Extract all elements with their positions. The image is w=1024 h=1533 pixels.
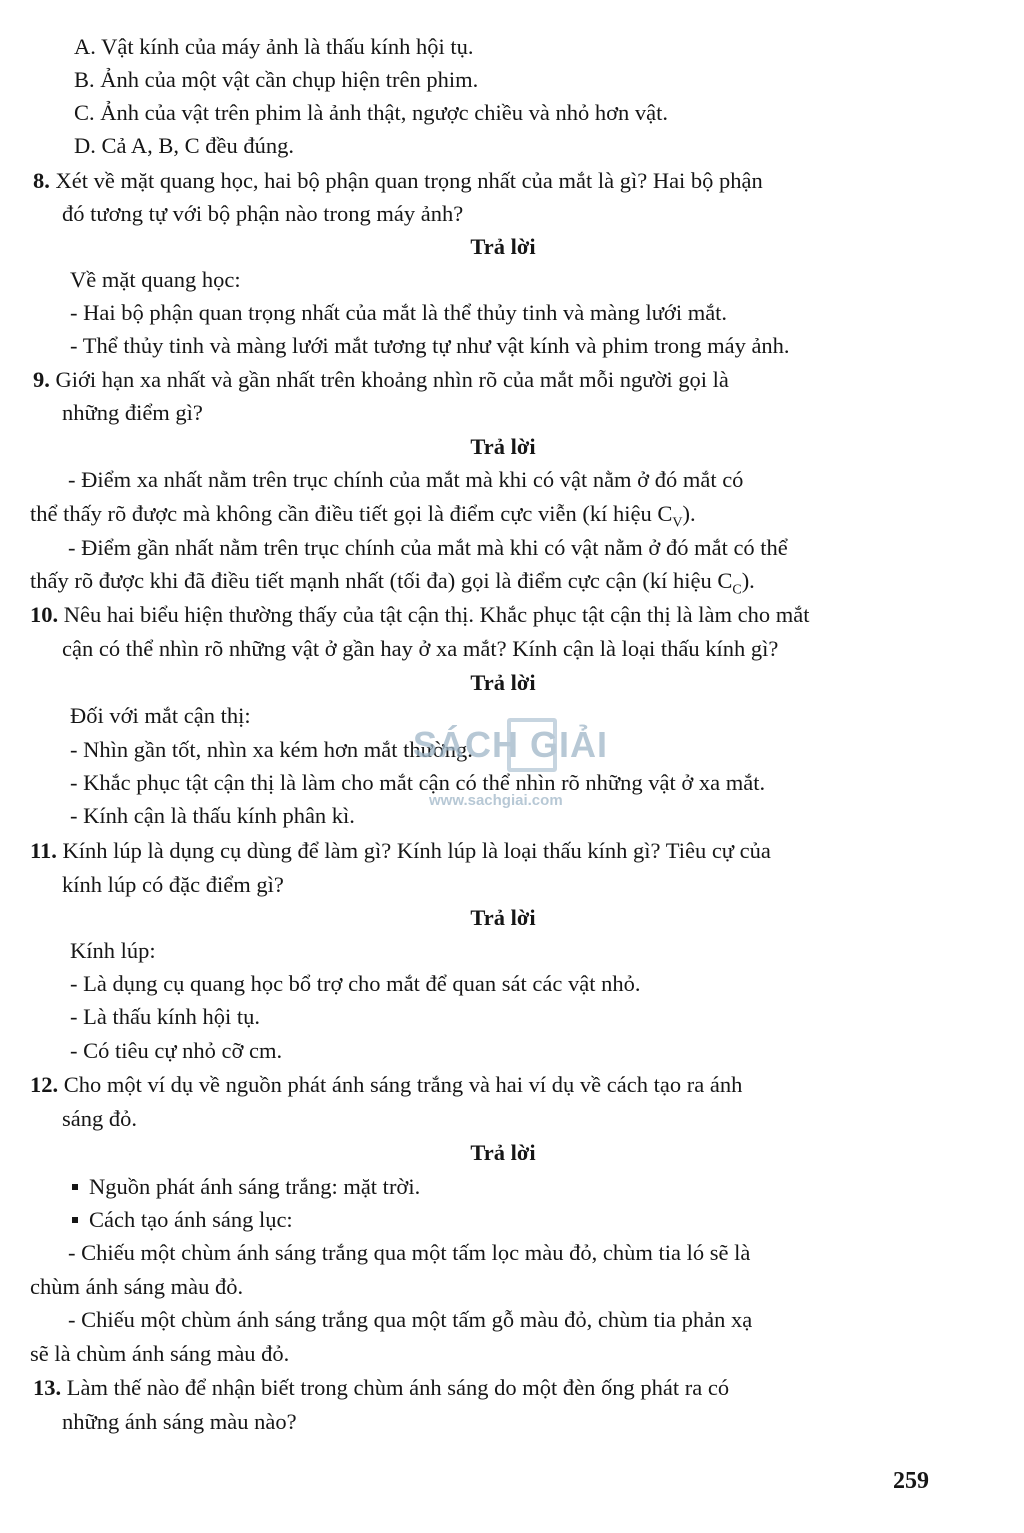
answer-10-item: - Kính cận là thấu kính phân kì. (70, 803, 355, 828)
answer-10-item: - Nhìn gần tốt, nhìn xa kém hơn mắt thường. (70, 737, 473, 762)
question-10 (30, 599, 809, 631)
watermark-url: www.sachgiai.com (429, 792, 563, 809)
answer-heading: Trả lời (470, 234, 536, 259)
text: ). (741, 568, 755, 593)
answer-11-item: - Có tiêu cự nhỏ cỡ cm. (70, 1038, 283, 1063)
answer-8-intro: Về mặt quang học: (70, 267, 241, 292)
question-text: Làm thế nào để nhận biết trong chùm ánh sáng do một đèn ống phát ra có (66, 1375, 730, 1400)
question-13-cont: những ánh sáng màu nào? (62, 1409, 297, 1434)
answer-heading: Trả lời (470, 670, 536, 695)
text: ). (682, 501, 696, 526)
question-9-cont: những điểm gì? (62, 400, 203, 425)
answer-9-para-2: - Điểm gần nhất nằm trên trục chính của mắt mà khi có vật nằm ở đó mắt có thể (68, 535, 788, 560)
question-text: Giới hạn xa nhất và gần nhất trên khoảng nhìn rõ của mắt mỗi người gọi là (55, 367, 729, 392)
question-text: Xét về mặt quang học, hai bộ phận quan trọng nhất của mắt là gì? Hai bộ phận (55, 168, 763, 193)
question-13 (33, 1372, 729, 1404)
answer-heading: Trả lời (470, 905, 536, 930)
answer-heading: Trả lời (470, 1140, 536, 1165)
answer-12-para-1: - Chiếu một chùm ánh sáng trắng qua một tấm lọc màu đỏ, chùm tia ló sẽ là (68, 1240, 751, 1265)
watermark-brand: SÁCH GIẢI (413, 724, 609, 765)
question-number: 12. (30, 1072, 59, 1097)
answer-11-item: - Là dụng cụ quang học bổ trợ cho mắt để quan sát các vật nhỏ. (70, 971, 641, 996)
subscript: V (672, 515, 683, 531)
question-11-cont: kính lúp có đặc điểm gì? (62, 872, 284, 897)
answer-10-intro: Đối với mắt cận thị: (70, 703, 251, 728)
question-number: 11. (30, 838, 57, 863)
square-bullet-icon (72, 1217, 78, 1223)
question-8 (33, 165, 763, 197)
answer-11-intro: Kính lúp: (70, 938, 156, 963)
question-number: 13. (33, 1375, 62, 1400)
answer-8-item: - Thể thủy tinh và màng lưới mắt tương tự như vật kính và phim trong máy ảnh. (70, 333, 790, 358)
option-a: A. Vật kính của máy ảnh là thấu kính hội tụ. (74, 34, 474, 59)
question-text: Nêu hai biểu hiện thường thấy của tật cận thị. Khắc phục tật cận thị là làm cho mắt (63, 602, 810, 627)
answer-8-item: - Hai bộ phận quan trọng nhất của mắt là thể thủy tinh và màng lưới mắt. (70, 300, 728, 325)
text: thấy rõ được khi đã điều tiết mạnh nhất (tối đa) gọi là điểm cực cận (kí hiệu C (30, 568, 733, 593)
answer-12-para-2-cont: sẽ là chùm ánh sáng màu đỏ. (30, 1341, 290, 1366)
question-9 (33, 364, 729, 396)
option-b: B. Ảnh của một vật cần chụp hiện trên phim. (74, 67, 479, 92)
question-text: Kính lúp là dụng cụ dùng để làm gì? Kính lúp là loại thấu kính gì? Tiêu cự của (62, 838, 771, 863)
answer-12-para-2: - Chiếu một chùm ánh sáng trắng qua một tấm gỗ màu đỏ, chùm tia phản xạ (68, 1307, 753, 1332)
watermark (405, 716, 615, 816)
answer-12-bullet (72, 1204, 293, 1236)
question-number: 10. (30, 602, 59, 627)
option-c: C. Ảnh của vật trên phim là ảnh thật, ngược chiều và nhỏ hơn vật. (74, 100, 668, 125)
page-number: 259 (893, 1468, 929, 1494)
text: Nguồn phát ánh sáng trắng: mặt trời. (89, 1174, 421, 1199)
answer-heading: Trả lời (470, 434, 536, 459)
answer-9-para-1: - Điểm xa nhất nằm trên trục chính của mắt mà khi có vật nằm ở đó mắt có (68, 467, 744, 492)
subscript: C (732, 582, 742, 598)
text: thể thấy rõ được mà không cần điều tiết gọi là điểm cực viễn (kí hiệu C (30, 501, 673, 526)
answer-12-para-1-cont: chùm ánh sáng màu đỏ. (30, 1274, 244, 1299)
text: Cách tạo ánh sáng lục: (89, 1207, 293, 1232)
question-12 (30, 1069, 742, 1101)
answer-10-item: - Khắc phục tật cận thị là làm cho mắt cận có thể nhìn rõ những vật ở xa mắt. (70, 770, 766, 795)
question-10-cont: cận có thể nhìn rõ những vật ở gần hay ở xa mắt? Kính cận là loại thấu kính gì? (62, 636, 779, 661)
question-11 (30, 835, 771, 867)
question-number: 8. (33, 168, 50, 193)
question-number: 9. (33, 367, 50, 392)
option-d: D. Cả A, B, C đều đúng. (74, 133, 295, 158)
question-text: Cho một ví dụ về nguồn phát ánh sáng trắng và hai ví dụ về cách tạo ra ánh (63, 1072, 743, 1097)
question-12-cont: sáng đỏ. (62, 1106, 137, 1131)
square-bullet-icon (72, 1184, 78, 1190)
answer-12-bullet (72, 1171, 420, 1203)
question-8-cont: đó tương tự với bộ phận nào trong máy ảnh? (62, 201, 464, 226)
answer-11-item: - Là thấu kính hội tụ. (70, 1004, 260, 1029)
